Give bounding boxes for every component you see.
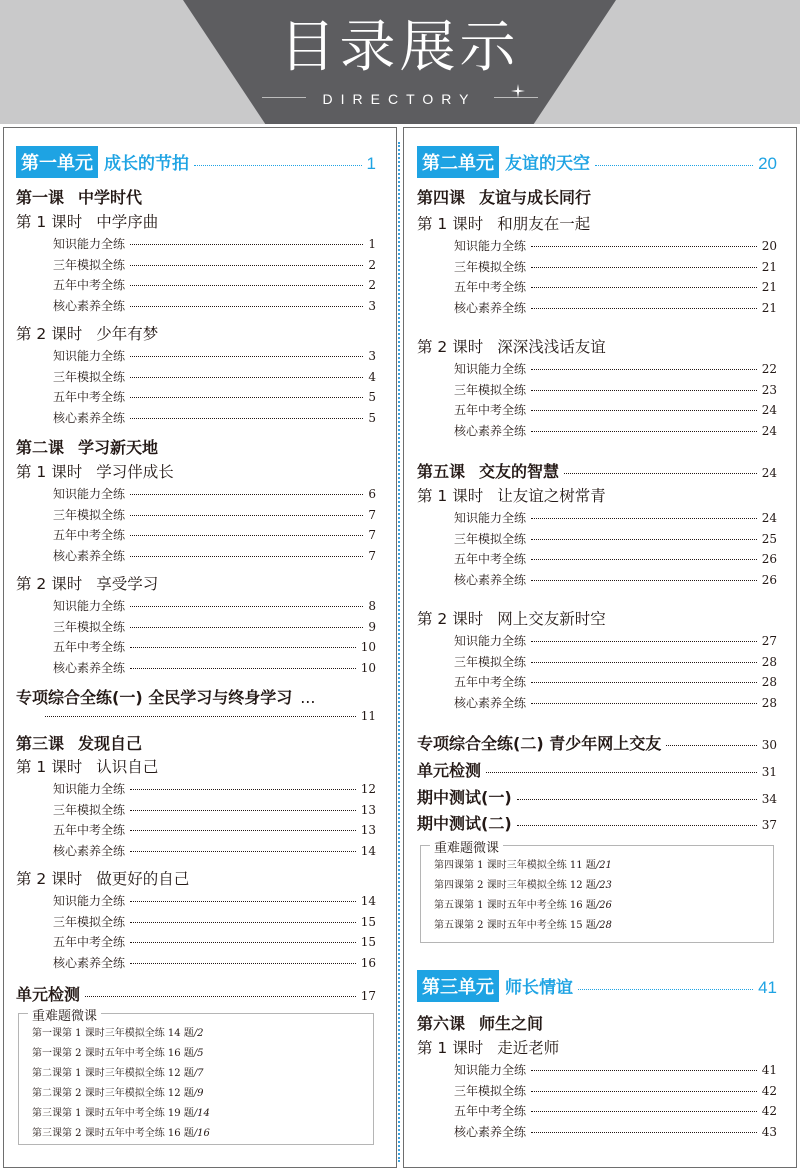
exercise-row[interactable] (53, 597, 376, 614)
exercise-label: 知识能力全练 (53, 487, 126, 501)
page-number: 26 (761, 572, 777, 587)
special-title: 专项综合全练(一) 全民学习与终身学习 (16, 688, 293, 707)
page-number: 10 (360, 640, 376, 655)
page-number: 1 (368, 237, 376, 251)
page-number: 28 (761, 654, 777, 669)
lesson-1-title[interactable]: 第一课 中学时代 (16, 188, 143, 207)
page-number: 20 (761, 239, 777, 253)
unit-badge: 第一单元 (16, 146, 98, 178)
dot-leader (531, 1070, 757, 1071)
dot-leader (130, 851, 356, 852)
exercise-row[interactable] (53, 821, 376, 838)
exercise-row[interactable] (454, 632, 777, 649)
dot-leader (595, 165, 753, 166)
lesson-1-period-2[interactable]: 第 2 课时 少年有梦 (16, 325, 159, 343)
exercise-row[interactable] (53, 954, 376, 971)
page-number: 16 (360, 955, 376, 970)
dot-leader (531, 682, 757, 683)
microlesson-item[interactable] (32, 1044, 204, 1059)
exercise-label: 五年中考全练 (454, 675, 527, 690)
dot-leader (666, 745, 757, 746)
microlesson-page: /14 (193, 1108, 210, 1119)
dot-leader (531, 641, 757, 642)
microlesson-page: /7 (193, 1068, 204, 1079)
microlesson-page: /21 (595, 860, 612, 871)
exercise-label: 核心素养全练 (53, 955, 126, 970)
exercise-label: 知识能力全练 (454, 362, 527, 376)
exercise-row[interactable] (454, 278, 777, 295)
exercise-label: 三年模拟全练 (53, 507, 126, 522)
exercise-label: 核心素养全练 (454, 572, 527, 587)
exercise-row[interactable] (53, 368, 376, 385)
column-divider (398, 142, 400, 1162)
exercise-row[interactable] (53, 276, 376, 293)
page-number: 7 (368, 548, 376, 563)
dot-leader (531, 267, 757, 268)
lesson-4-period-1[interactable]: 第 1 课时 和朋友在一起 (417, 215, 591, 233)
page-number: 3 (368, 349, 376, 363)
unit-badge: 第二单元 (417, 146, 499, 178)
dot-leader (531, 390, 757, 391)
exercise-label: 五年中考全练 (53, 935, 126, 950)
exercise-label: 知识能力全练 (53, 599, 126, 613)
page-number: 21 (761, 259, 777, 274)
lesson-2-period-2[interactable]: 第 2 课时 享受学习 (16, 575, 159, 593)
dot-leader (531, 559, 757, 560)
lesson-4-period-2[interactable]: 第 2 课时 深深浅浅话友谊 (417, 338, 606, 356)
page-number: 24 (761, 511, 777, 525)
dot-leader (517, 799, 757, 800)
microlesson-item[interactable] (32, 1124, 210, 1139)
dot-leader (531, 308, 757, 309)
exercise-row[interactable] (53, 235, 376, 252)
page-number: 14 (360, 894, 376, 908)
midterm-test-2[interactable] (417, 811, 777, 834)
exercise-row[interactable] (53, 297, 376, 314)
page-number: 17 (360, 989, 376, 1003)
exercise-label: 三年模拟全练 (53, 619, 126, 634)
microlesson-label: 第二课第 2 课时三年模拟全练 12 题 (32, 1088, 194, 1099)
microlesson-label: 第五课第 2 课时五年中考全练 15 题 (434, 920, 596, 931)
page-number: 28 (761, 675, 777, 690)
exercise-row[interactable] (53, 801, 376, 818)
lesson-4-title[interactable]: 第四课 友谊与成长同行 (417, 188, 592, 207)
dot-leader (130, 963, 356, 964)
dot-leader (130, 647, 356, 648)
lesson-5-period-2[interactable]: 第 2 课时 网上交友新时空 (417, 610, 606, 628)
page-number: 4 (368, 369, 376, 384)
dot-leader (531, 287, 757, 288)
page-number: 5 (368, 410, 376, 425)
exercise-label: 核心素养全练 (53, 410, 126, 425)
page-number: 21 (761, 300, 777, 315)
exercise-row[interactable] (53, 638, 376, 655)
exercise-label: 五年中考全练 (454, 552, 527, 567)
exercise-row[interactable] (454, 530, 777, 547)
exercise-label: 核心素养全练 (53, 660, 126, 675)
exercise-row[interactable] (454, 571, 777, 588)
dot-leader (531, 580, 757, 581)
page-number: 2 (368, 257, 376, 272)
page-number: 34 (761, 792, 777, 806)
page-number: 41 (761, 1063, 777, 1077)
box-title: 重难题微课 (28, 1005, 101, 1024)
lesson-3-period-2[interactable]: 第 2 课时 做更好的自己 (16, 870, 190, 888)
exercise-label: 五年中考全练 (53, 640, 126, 655)
exercise-label: 三年模拟全练 (53, 914, 126, 929)
microlesson-item[interactable] (32, 1064, 204, 1079)
page-number: 43 (761, 1124, 777, 1139)
dot-leader (130, 377, 363, 378)
exercise-label: 知识能力全练 (53, 782, 126, 796)
box-title: 重难题微课 (430, 837, 503, 856)
dot-leader (130, 901, 356, 902)
exercise-label: 五年中考全练 (53, 390, 126, 405)
exercise-row[interactable] (454, 509, 777, 526)
exercise-row[interactable] (454, 401, 777, 418)
page-number: 10 (360, 660, 376, 675)
microlesson-page: /28 (595, 920, 612, 931)
microlesson-label: 第二课第 1 课时三年模拟全练 12 题 (32, 1068, 194, 1079)
page-number: 26 (761, 552, 777, 567)
page-number: 7 (368, 528, 376, 543)
page-number: 9 (368, 619, 376, 634)
dot-leader (130, 285, 363, 286)
dot-leader (531, 518, 757, 519)
exercise-row[interactable] (454, 653, 777, 670)
entry-title: 专项综合全练(二) 青少年网上交友 (417, 734, 662, 753)
microlesson-label: 第三课第 2 课时五年中考全练 16 题 (32, 1128, 194, 1139)
exercise-label: 三年模拟全练 (53, 369, 126, 384)
special-practice-1-page-row[interactable] (40, 709, 376, 723)
exercise-label: 三年模拟全练 (454, 382, 527, 397)
page-number: 12 (360, 782, 376, 796)
page-number: 41 (758, 978, 777, 997)
exercise-row[interactable] (454, 1061, 777, 1078)
unit-name: 成长的节拍 (104, 154, 189, 174)
microlesson-label: 第三课第 1 课时五年中考全练 19 题 (32, 1108, 194, 1119)
midterm-test-1[interactable] (417, 785, 777, 808)
exercise-row[interactable] (53, 388, 376, 405)
dot-leader (130, 830, 356, 831)
exercise-row[interactable] (454, 673, 777, 690)
entry-title: 期中测试(二) (417, 814, 512, 833)
exercise-row[interactable] (53, 780, 376, 797)
page-number: 3 (368, 298, 376, 313)
exercise-row[interactable] (53, 547, 376, 564)
dot-leader (130, 556, 363, 557)
page-number: 13 (360, 823, 376, 838)
unit-badge: 第三单元 (417, 970, 499, 1002)
exercise-label: 三年模拟全练 (53, 802, 126, 817)
dot-leader (531, 662, 757, 663)
entry-title: 单元检测 (16, 985, 81, 1004)
page-number: 24 (761, 466, 777, 480)
page-number: 22 (761, 362, 777, 376)
page-number: 20 (758, 154, 777, 173)
page-subtitle: DIRECTORY (322, 91, 477, 107)
page-number: 24 (761, 423, 777, 438)
lesson-6-title[interactable]: 第六课 师生之间 (417, 1014, 544, 1033)
exercise-label: 核心素养全练 (454, 423, 527, 438)
lesson-2-period-1[interactable]: 第 1 课时 学习伴成长 (16, 463, 174, 481)
exercise-row[interactable] (53, 842, 376, 859)
exercise-label: 核心素养全练 (53, 298, 126, 313)
page-number: 5 (368, 390, 376, 405)
page-number: 25 (761, 531, 777, 546)
microlesson-item[interactable] (32, 1104, 210, 1119)
exercise-label: 知识能力全练 (53, 349, 126, 363)
dot-leader (130, 494, 363, 495)
microlesson-item[interactable] (434, 876, 612, 891)
microlesson-page: /9 (193, 1088, 204, 1099)
microlesson-box-left (18, 1009, 374, 1145)
exercise-label: 知识能力全练 (53, 894, 126, 908)
unit-2-heading[interactable] (417, 146, 777, 178)
dot-leader (531, 1132, 757, 1133)
exercise-label: 核心素养全练 (454, 695, 527, 710)
exercise-label: 五年中考全练 (53, 528, 126, 543)
dot-leader (130, 606, 363, 607)
microlesson-box-right (420, 841, 774, 943)
dot-leader (45, 716, 356, 717)
microlesson-page: /26 (595, 900, 612, 911)
page-number: 28 (761, 695, 777, 710)
lesson-title: 第五课 交友的智慧 (417, 462, 560, 481)
exercise-label: 五年中考全练 (454, 280, 527, 295)
unit-2-test[interactable] (417, 758, 777, 781)
lesson-5-title[interactable] (417, 459, 777, 482)
microlesson-item[interactable] (32, 1084, 204, 1099)
page-number: 1 (366, 154, 376, 173)
sparkle-icon (511, 84, 525, 98)
page-number: 21 (761, 280, 777, 295)
dot-leader (130, 810, 356, 811)
dot-leader (130, 244, 363, 245)
page-number: 6 (368, 487, 376, 501)
entry-title: 期中测试(一) (417, 788, 512, 807)
lesson-6-period-1[interactable]: 第 1 课时 走近老师 (417, 1039, 560, 1057)
page-number: 23 (761, 382, 777, 397)
page-number: 30 (761, 738, 777, 752)
lesson-2-title[interactable]: 第二课 学习新天地 (16, 438, 159, 457)
microlesson-label: 第四课第 2 课时三年模拟全练 12 题 (434, 880, 596, 891)
exercise-label: 三年模拟全练 (454, 531, 527, 546)
microlesson-label: 第一课第 2 课时五年中考全练 16 题 (32, 1048, 194, 1059)
microlesson-label: 第四课第 1 课时三年模拟全练 11 题 (434, 860, 596, 871)
page-number: 14 (360, 843, 376, 858)
page-number: 8 (368, 599, 376, 613)
exercise-row[interactable] (454, 550, 777, 567)
page-number: 15 (360, 935, 376, 950)
unit-name: 友谊的天空 (505, 154, 590, 174)
dot-leader (130, 627, 363, 628)
exercise-row[interactable] (53, 933, 376, 950)
dot-leader (85, 996, 356, 997)
dot-leader (130, 306, 363, 307)
exercise-row[interactable] (454, 381, 777, 398)
exercise-label: 五年中考全练 (53, 278, 126, 293)
exercise-row[interactable] (53, 256, 376, 273)
exercise-row[interactable] (53, 913, 376, 930)
exercise-row[interactable] (454, 237, 777, 254)
unit-1-heading[interactable] (16, 146, 376, 178)
microlesson-label: 第一课第 1 课时三年模拟全练 14 题 (32, 1028, 194, 1039)
exercise-label: 三年模拟全练 (454, 259, 527, 274)
exercise-label: 三年模拟全练 (454, 654, 527, 669)
dot-leader (531, 539, 757, 540)
dot-leader (130, 397, 363, 398)
dot-leader (130, 922, 356, 923)
lesson-3-title[interactable]: 第三课 发现自己 (16, 734, 143, 753)
dot-leader (130, 418, 363, 419)
exercise-row[interactable] (454, 1123, 777, 1140)
page-number: 2 (368, 278, 376, 293)
dot-leader (130, 535, 363, 536)
lesson-5-period-1[interactable]: 第 1 课时 让友谊之树常青 (417, 487, 606, 505)
microlesson-page: /2 (193, 1028, 204, 1039)
microlesson-label: 第五课第 1 课时五年中考全练 16 题 (434, 900, 596, 911)
exercise-label: 知识能力全练 (454, 634, 527, 648)
dot-leader (517, 825, 757, 826)
dot-leader (531, 369, 757, 370)
page-title: 目录展示 (279, 15, 520, 80)
dot-leader (130, 942, 356, 943)
microlesson-item[interactable] (434, 896, 612, 911)
page-number: 24 (761, 403, 777, 418)
dot-leader (531, 1111, 757, 1112)
dot-leader (130, 789, 356, 790)
exercise-label: 知识能力全练 (454, 1063, 527, 1077)
dot-leader (130, 515, 363, 516)
exercise-row[interactable] (53, 526, 376, 543)
page-number: 15 (360, 914, 376, 929)
microlesson-page: /23 (595, 880, 612, 891)
microlesson-item[interactable] (434, 856, 612, 871)
dot-leader (194, 165, 362, 166)
exercise-row[interactable] (454, 1102, 777, 1119)
exercise-label: 知识能力全练 (454, 239, 527, 253)
microlesson-page: /5 (193, 1048, 204, 1059)
lesson-3-period-1[interactable]: 第 1 课时 认识自己 (16, 758, 159, 776)
exercise-label: 核心素养全练 (454, 1124, 527, 1139)
exercise-label: 核心素养全练 (53, 548, 126, 563)
page-number: 11 (360, 709, 376, 723)
exercise-label: 知识能力全练 (454, 511, 527, 525)
exercise-row[interactable] (53, 485, 376, 502)
exercise-label: 知识能力全练 (53, 237, 126, 251)
exercise-label: 核心素养全练 (454, 300, 527, 315)
exercise-row[interactable] (454, 258, 777, 275)
exercise-row[interactable] (454, 360, 777, 377)
unit-name: 师长情谊 (505, 978, 573, 998)
exercise-row[interactable] (53, 659, 376, 676)
microlesson-item[interactable] (32, 1024, 204, 1039)
unit-1-test[interactable] (16, 982, 376, 1005)
exercise-row[interactable] (53, 347, 376, 364)
exercise-row[interactable] (53, 409, 376, 426)
entry-title: 单元检测 (417, 761, 482, 780)
exercise-row[interactable] (454, 1082, 777, 1099)
dot-leader (531, 410, 757, 411)
page-number: 27 (761, 634, 777, 648)
microlesson-item[interactable] (434, 916, 612, 931)
exercise-label: 五年中考全练 (53, 823, 126, 838)
exercise-row[interactable] (454, 694, 777, 711)
dot-leader (130, 356, 363, 357)
exercise-label: 三年模拟全练 (53, 257, 126, 272)
special-practice-1-title[interactable] (16, 685, 315, 708)
exercise-label: 三年模拟全练 (454, 1083, 527, 1098)
page-number: 13 (360, 802, 376, 817)
exercise-row[interactable] (53, 892, 376, 909)
dot-leader (130, 265, 363, 266)
exercise-label: 五年中考全练 (454, 1104, 527, 1119)
exercise-row[interactable] (53, 618, 376, 635)
exercise-label: 五年中考全练 (454, 403, 527, 418)
dot-leader (578, 989, 753, 990)
exercise-row[interactable] (53, 506, 376, 523)
exercise-row[interactable] (454, 299, 777, 316)
special-practice-2[interactable] (417, 731, 777, 754)
dot-leader (531, 246, 757, 247)
dot-leader (531, 1091, 757, 1092)
dot-leader (486, 772, 757, 773)
microlesson-page: /16 (193, 1128, 210, 1139)
title-ellipsis: ... (300, 688, 316, 707)
page-number: 7 (368, 507, 376, 522)
exercise-label: 核心素养全练 (53, 843, 126, 858)
unit-3-heading[interactable] (417, 970, 777, 1002)
page-number: 42 (761, 1083, 777, 1098)
page-number: 31 (761, 765, 777, 779)
dot-leader (564, 473, 757, 474)
lesson-1-period-1[interactable]: 第 1 课时 中学序曲 (16, 213, 159, 231)
page-number: 42 (761, 1104, 777, 1119)
dot-leader (130, 668, 356, 669)
exercise-row[interactable] (454, 422, 777, 439)
dot-leader (531, 431, 757, 432)
page-number: 37 (761, 818, 777, 832)
dot-leader (531, 703, 757, 704)
